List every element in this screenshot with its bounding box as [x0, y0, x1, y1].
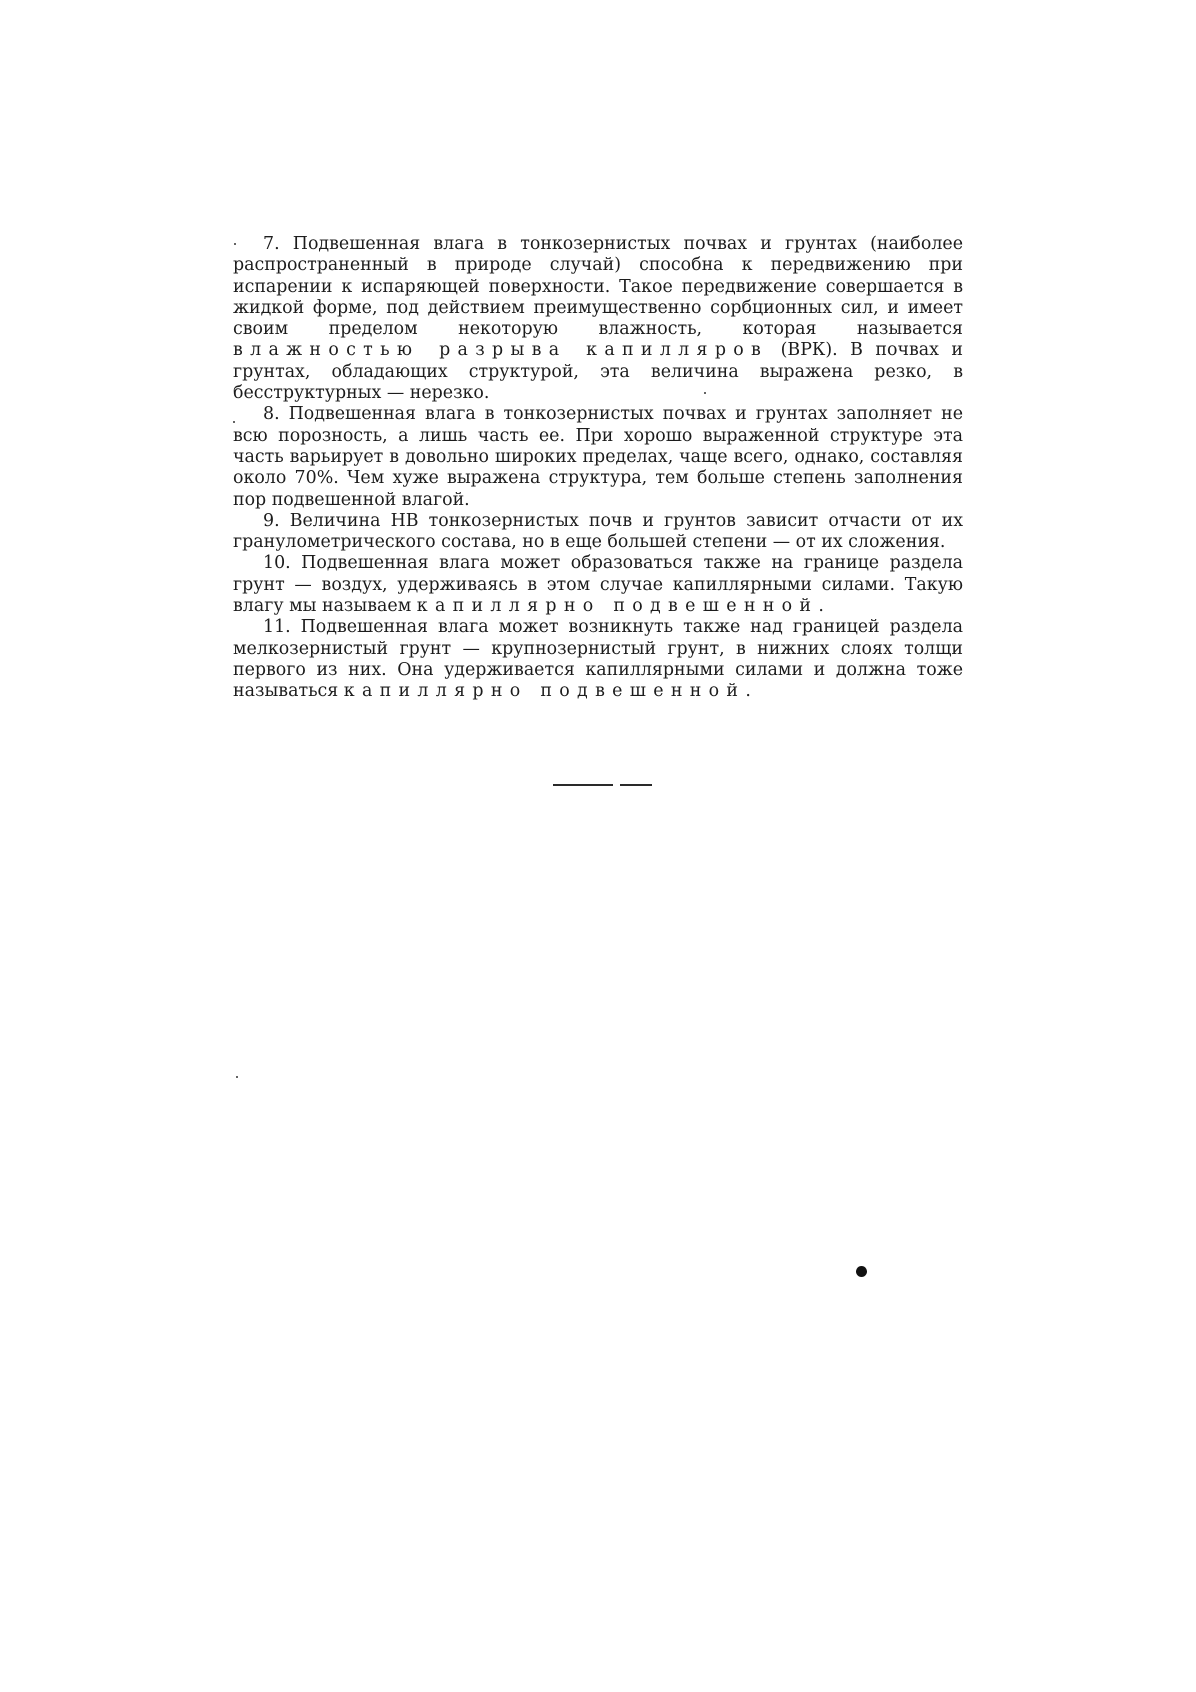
body-text: [233, 234, 963, 703]
paragraph-11: [233, 617, 963, 702]
paragraph-10-text-b: .: [818, 596, 824, 617]
scan-speck: [236, 1076, 238, 1078]
paragraph-11-text-b: .: [745, 681, 751, 702]
scan-speck: [234, 243, 236, 245]
scan-ink-dot: [856, 1266, 867, 1277]
scan-speck: [233, 421, 235, 423]
paragraph-8: [233, 404, 963, 510]
end-divider-short: [620, 784, 652, 786]
term-vrk: влажностью разрыва капилляров: [233, 340, 769, 361]
paragraph-10-text-a: 10. Подвешенная влага может образоваться также на границе раздела грунт — воздух, удерживаясь в этом случае капиллярными силами. Такую влагу мы называем: [233, 553, 963, 617]
term-capillary-suspended-2: капиллярно подвешенной: [343, 681, 746, 702]
scan-speck: [704, 392, 706, 394]
paragraph-7-text-b: (ВРК). В почвах и грунтах, обладающих структурой, эта величина выражена резко, в бесструктурных — нерезко.: [233, 340, 964, 404]
paragraph-9: [233, 511, 963, 554]
paragraph-8-text: 8. Подвешенная влага в тонкозернистых почвах и грунтах заполняет не всю порозность, а лишь часть ее. При хорошо выраженной структуре эта часть варьирует в довольно широких пределах, чаще всего, однако, составляя около 70%. Чем хуже выражена структура, тем больше степень заполнения пор подвешенной влагой.: [233, 404, 963, 510]
paragraph-9-text: 9. Величина НВ тонкозернистых почв и грунтов зависит отчасти от их гранулометрического состава, но в еще большей степени — от их сложения.: [233, 510, 963, 553]
paragraph-7-text-a: 7. Подвешенная влага в тонкозернистых почвах и грунтах (наиболее распространенный в природе случай) способна к передвижению при испарении к испаряющей поверхности. Такое передвижение совершается в жидкой форме, под действием преимущественно сорбционных сил, и имеет своим пределом некоторую влажность, которая называется: [233, 234, 963, 340]
term-capillary-suspended-1: капиллярно подвешенной: [416, 596, 819, 617]
end-divider-long: [553, 784, 613, 786]
paragraph-7: [233, 234, 963, 404]
paragraph-11-text-a: 11. Подвешенная влага может возникнуть также над границей раздела мелкозернистый грунт — крупнозернистый грунт, в нижних слоях толщи первого из них. Она удерживается капиллярными силами и должна тоже называться: [233, 617, 963, 702]
paragraph-10: [233, 553, 963, 617]
